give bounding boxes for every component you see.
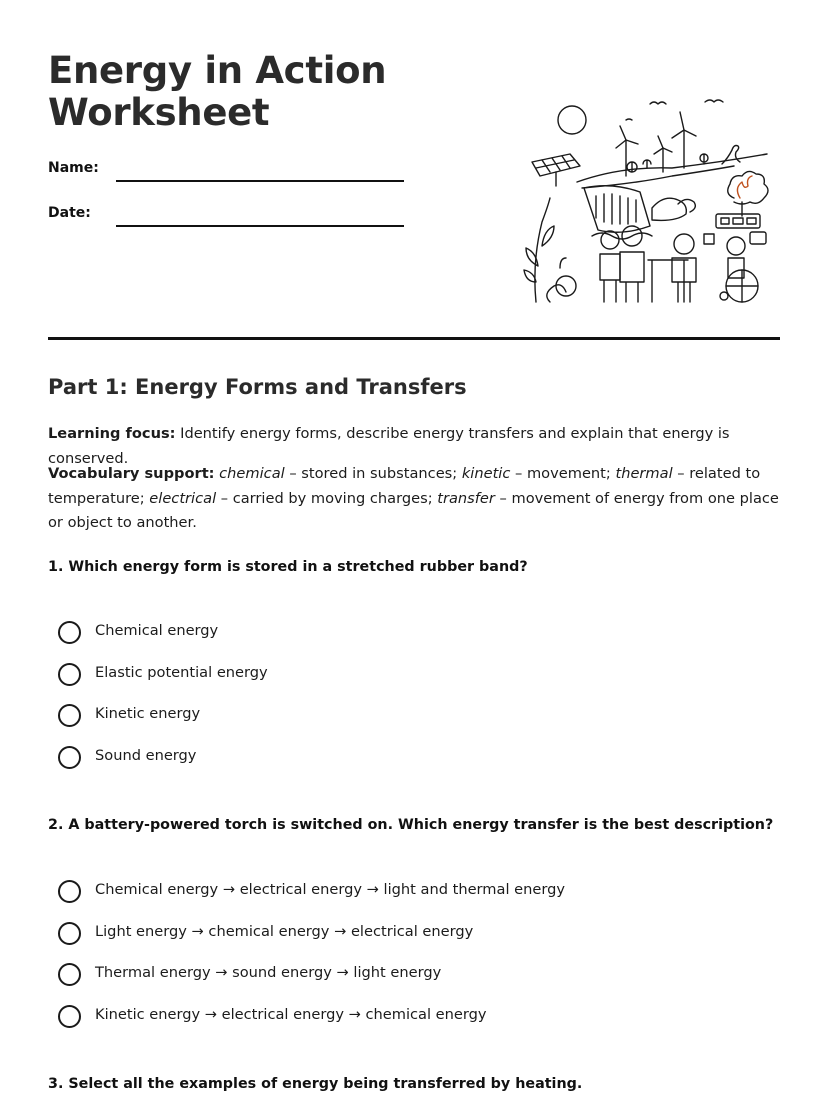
radio-button[interactable] — [58, 704, 81, 727]
energy-scene-illustration — [522, 96, 772, 308]
vocab-definition: movement of energy from one place or object to another. — [48, 489, 779, 531]
child-icon — [620, 226, 644, 302]
vocabulary-support: Vocabulary support: chemical – stored in substances; kinetic – movement; thermal – related to temperature; electrical – carried by moving charges; transfer – movement of energy from one place or object to another. — [48, 465, 779, 531]
radio-button[interactable] — [58, 746, 81, 769]
tree-icon — [728, 171, 768, 216]
title-line-1: Energy in Action — [48, 49, 387, 92]
light-bulb-icon — [547, 258, 576, 302]
vocab-definition: related to temperature — [48, 465, 761, 507]
worksheet-title — [48, 50, 386, 134]
part-1-heading: Part 1: Energy Forms and Transfers — [48, 375, 467, 399]
bird-icon — [705, 100, 723, 102]
waterfall-icon — [584, 186, 652, 239]
radio-button[interactable] — [58, 922, 81, 945]
option-label: Sound energy — [95, 746, 197, 764]
radio-button[interactable] — [58, 963, 81, 986]
learning-focus-label: Learning focus: — [48, 425, 176, 442]
control-panel-icon — [716, 214, 760, 228]
vocab-term: chemical — [219, 465, 285, 482]
section-divider — [48, 337, 780, 340]
option-label: Chemical energy → electrical energy → light and thermal energy — [95, 881, 566, 898]
option-label: Light energy → chemical energy → electrical energy — [95, 922, 474, 940]
plant-icon — [524, 198, 554, 302]
radio-button[interactable] — [58, 1005, 81, 1028]
vocab-term: transfer — [437, 489, 495, 507]
wheelchair-icon — [720, 237, 758, 302]
name-label: Name: — [48, 160, 99, 176]
date-label: Date: — [48, 205, 91, 221]
option-label: Kinetic energy → electrical energy → chemical energy — [95, 1005, 487, 1023]
vocab-definition: movement — [526, 465, 606, 482]
vocab-label: Vocabulary support: — [48, 465, 215, 482]
option-label: Kinetic energy — [95, 705, 201, 722]
option-label: Elastic potential energy — [95, 663, 268, 681]
question-2: 2. A battery-powered torch is switched on. Which energy transfer is the best description? — [48, 817, 774, 833]
solar-panel-icon — [532, 154, 580, 186]
option-label: Chemical energy — [95, 622, 219, 639]
option-label: Thermal energy → sound energy → light energy — [95, 964, 442, 981]
vocab-definition: stored in substances — [301, 465, 453, 482]
vocab-term: kinetic — [461, 465, 511, 482]
child-icon — [600, 231, 620, 302]
wind-turbine-icon — [654, 136, 672, 172]
title-line-2: Worksheet — [48, 91, 270, 134]
bird-icon — [650, 102, 666, 104]
question-1: 1. Which energy form is stored in a stretched rubber band? — [48, 559, 528, 575]
name-line[interactable] — [116, 180, 404, 182]
vocab-definition: carried by moving charges — [232, 489, 428, 507]
radio-button[interactable] — [58, 663, 81, 686]
vocab-term: electrical — [149, 489, 217, 507]
sun-icon — [558, 106, 586, 134]
radio-button[interactable] — [58, 621, 81, 644]
learning-focus-text: Identify energy forms, describe energy transfers and explain that energy is conserved. — [48, 425, 730, 467]
vocab-term: thermal — [615, 465, 673, 482]
question-3: 3. Select all the examples of energy being transferred by heating. — [48, 1076, 583, 1092]
radio-button[interactable] — [58, 880, 81, 903]
date-line[interactable] — [116, 225, 404, 227]
wind-turbine-icon — [672, 112, 696, 168]
